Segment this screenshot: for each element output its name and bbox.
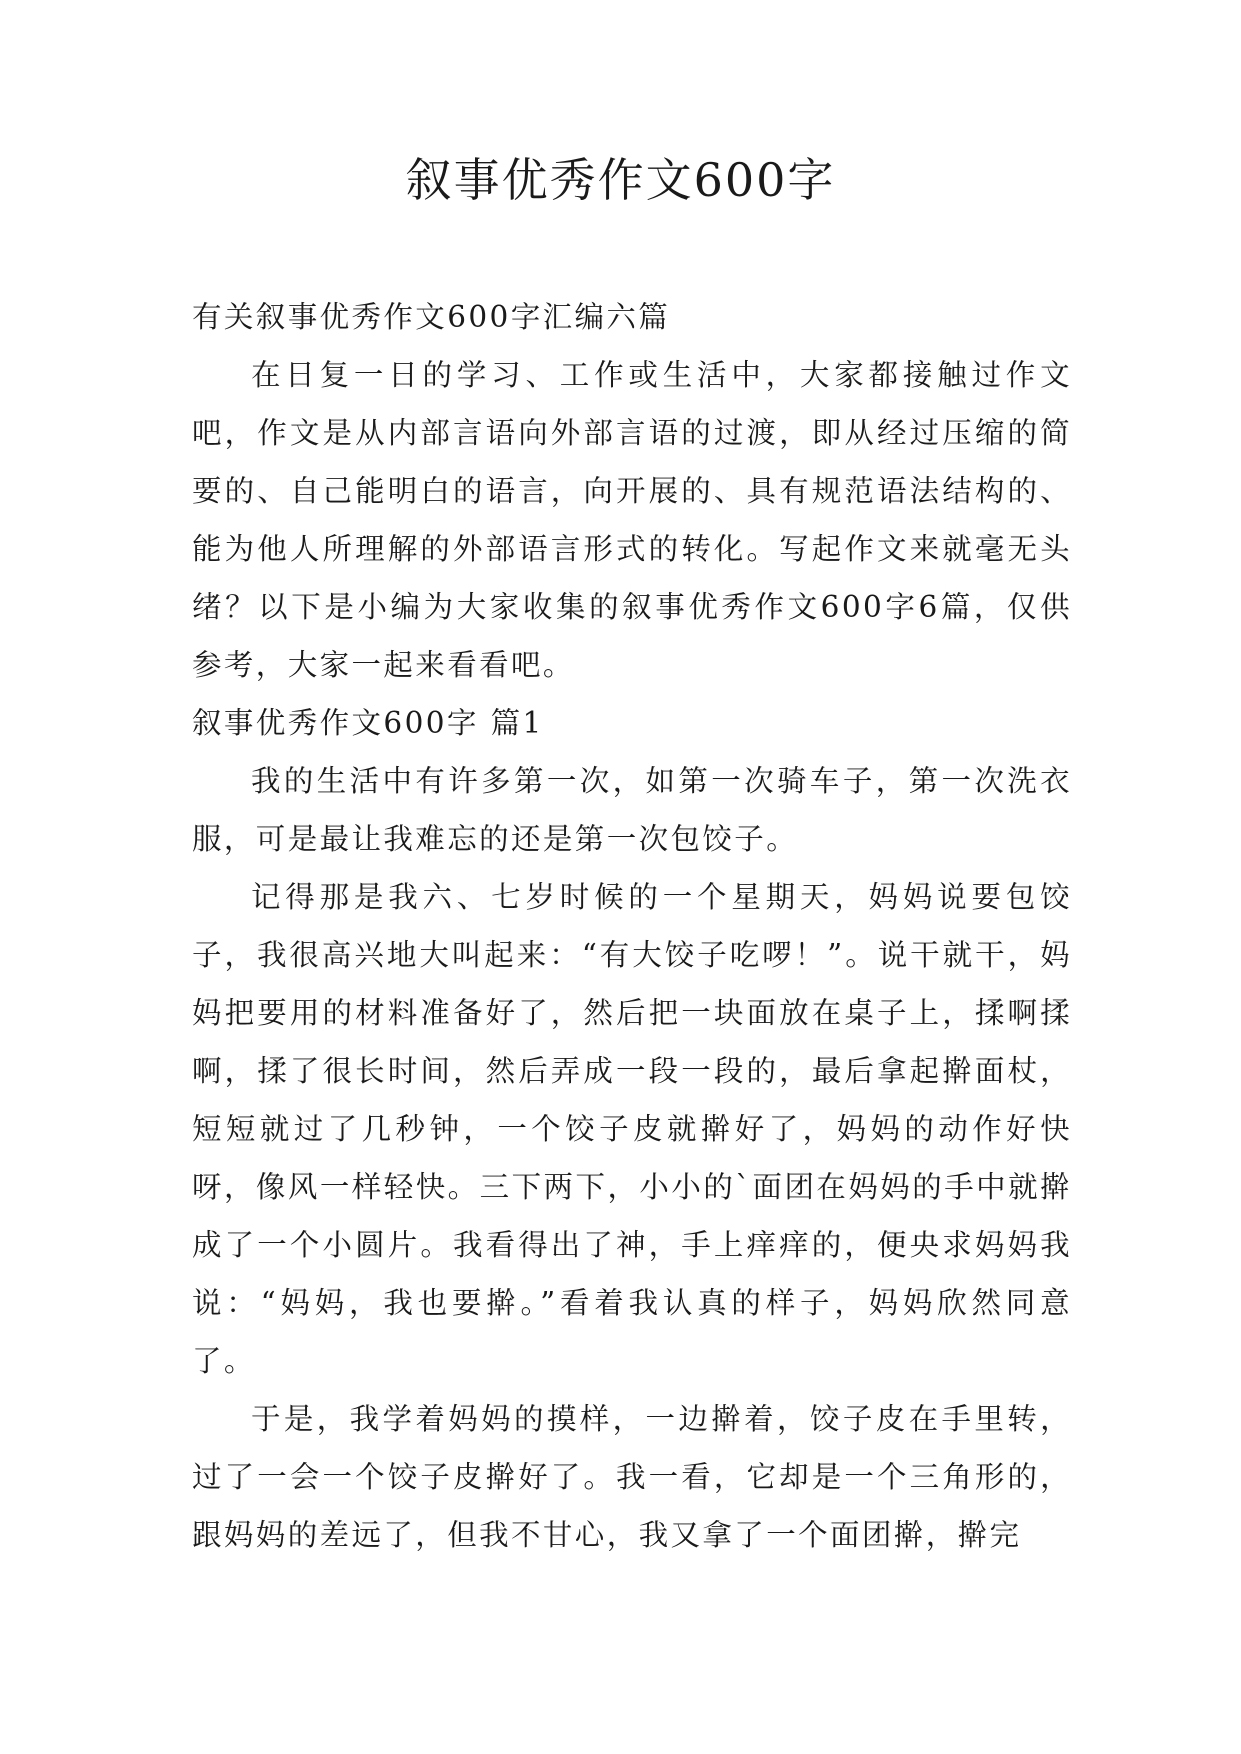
section-heading: 叙事优秀作文600字 篇1 (192, 706, 544, 740)
document-body (192, 288, 1072, 1564)
body-paragraph-3: 于是，我学着妈妈的摸样，一边擀着，饺子皮在手里转，过了一会一个饺子皮擀好了。我一看，它却是一个三角形的，跟妈妈的差远了，但我不甘心，我又拿了一个面团擀，擀完 (192, 1402, 1072, 1552)
document-subtitle: 有关叙事优秀作文600字汇编六篇 (192, 300, 671, 334)
body-paragraph-1: 我的生活中有许多第一次，如第一次骑车子，第一次洗衣服，可是最让我难忘的还是第一次包饺子。 (192, 764, 1072, 856)
intro-paragraph: 在日复一日的学习、工作或生活中，大家都接触过作文吧，作文是从内部言语向外部言语的过渡，即从经过压缩的简要的、自己能明白的语言，向开展的、具有规范语法结构的、能为他人所理解的外部语言形式的转化。写起作文来就毫无头绪？以下是小编为大家收集的叙事优秀作文600字6篇，仅供参考，大家一起来看看吧。 (192, 358, 1072, 682)
body-paragraph-2: 记得那是我六、七岁时候的一个星期天，妈妈说要包饺子，我很高兴地大叫起来：“有大饺子吃啰！”。说干就干，妈妈把要用的材料准备好了，然后把一块面放在桌子上，揉啊揉啊，揉了很长时间，然后弄成一段一段的，最后拿起擀面杖，短短就过了几秒钟，一个饺子皮就擀好了，妈妈的动作好快呀，像风一样轻快。三下两下，小小的`面团在妈妈的手中就擀成了一个小圆片。我看得出了神，手上痒痒的，便央求妈妈我说：“妈妈，我也要擀。”看着我认真的样子，妈妈欣然同意了。 (192, 880, 1072, 1378)
document-title: 叙事优秀作文600字 (405, 153, 836, 207)
